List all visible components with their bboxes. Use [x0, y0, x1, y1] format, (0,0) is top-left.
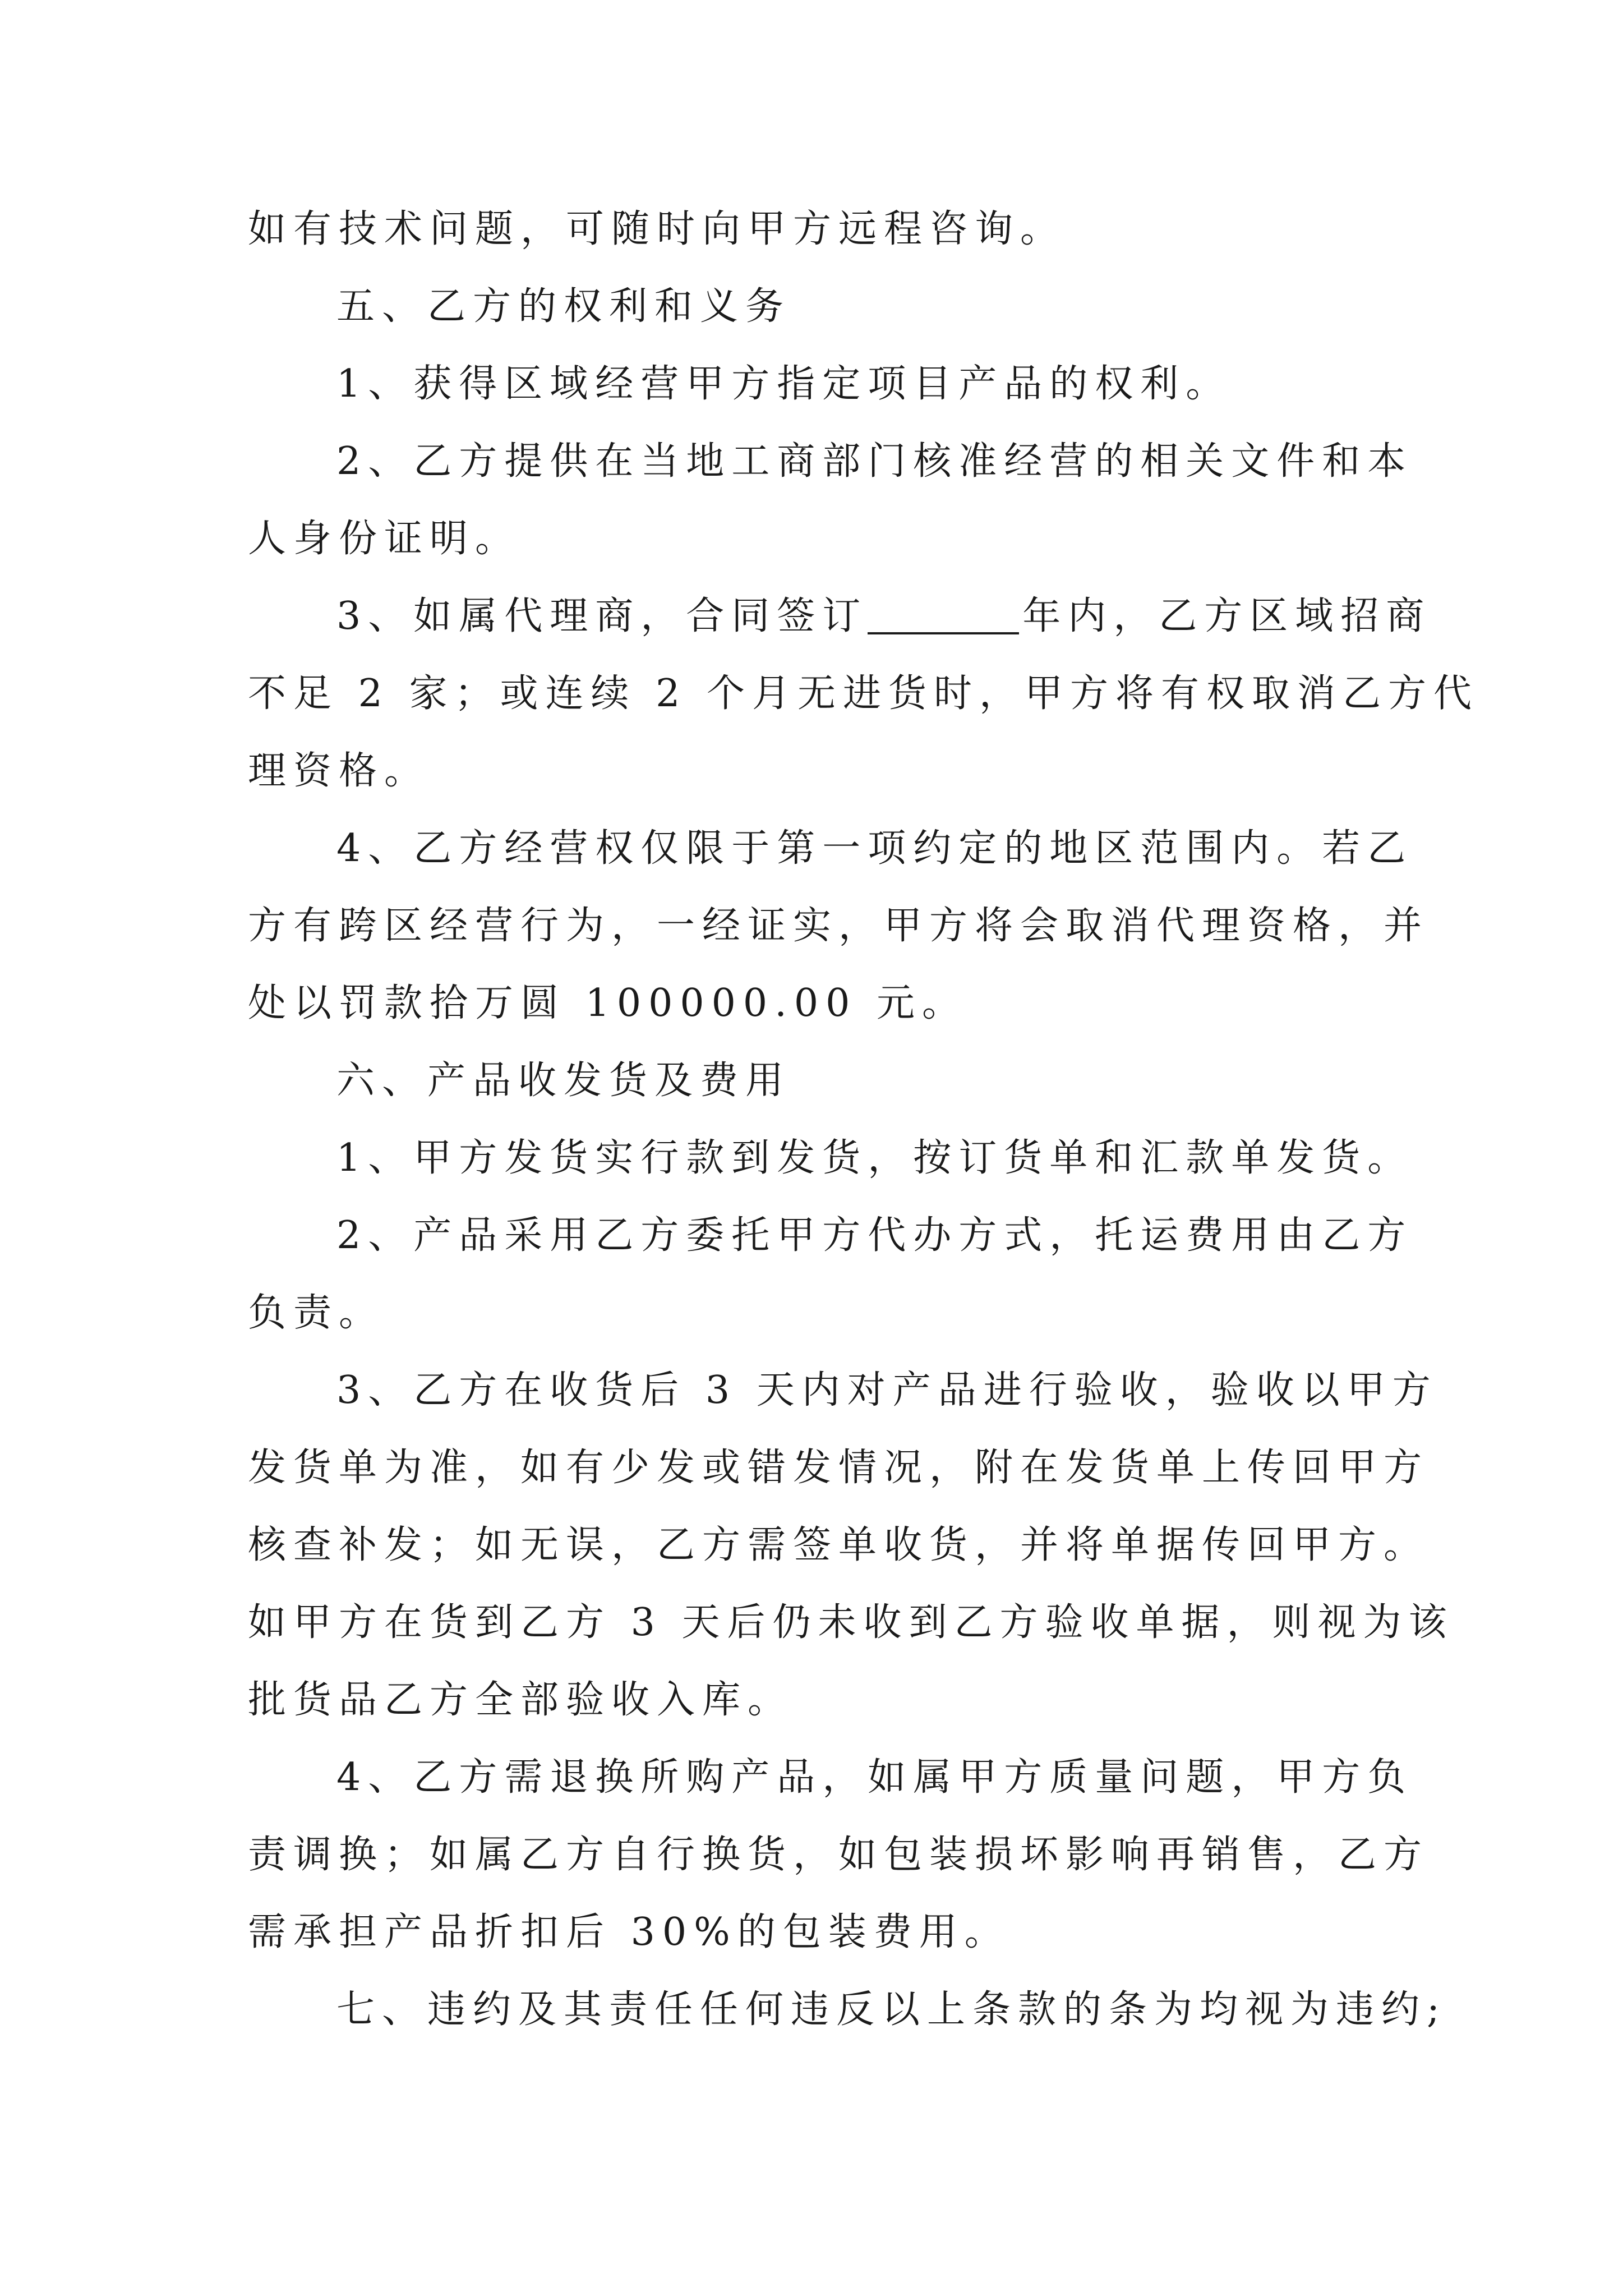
paragraph-line: 发货单为准，如有少发或错发情况，附在发货单上传回甲方	[248, 1446, 1430, 1490]
text-after-blank: 年内，乙方区域招商	[1022, 594, 1432, 638]
paragraph-line: 如有技术问题，可随时向甲方远程咨询。	[248, 207, 1066, 251]
paragraph-line: 3、乙方在收货后 3 天内对产品进行验收，验收以甲方	[336, 1368, 1438, 1412]
section-heading-six: 六、产品收发货及费用	[336, 1059, 791, 1103]
paragraph-line: 理资格。	[248, 749, 430, 793]
paragraph-line: 2、乙方提供在当地工商部门核准经营的相关文件和本	[336, 439, 1413, 484]
paragraph-line: 4、乙方经营权仅限于第一项约定的地区范围内。若乙	[336, 826, 1413, 871]
paragraph-line: 责调换；如属乙方自行换货，如包装损坏影响再销售，乙方	[248, 1833, 1430, 1877]
paragraph-line: 4、乙方需退换所购产品，如属甲方质量问题，甲方负	[336, 1755, 1413, 1800]
fill-in-blank	[868, 593, 1019, 634]
text-before-blank: 3、如属代理商，合同签订	[336, 594, 868, 638]
document-body	[248, 191, 1479, 2049]
paragraph-line: 如甲方在货到乙方 3 天后仍未收到乙方验收单据，则视为该	[248, 1600, 1454, 1645]
paragraph-line: 批货品乙方全部验收入库。	[248, 1678, 794, 1722]
paragraph-line: 人身份证明。	[248, 517, 521, 561]
section-heading-five: 五、乙方的权利和义务	[336, 284, 791, 329]
paragraph-line-with-blank	[248, 578, 1432, 655]
section-heading-seven: 七、违约及其责任任何违反以上条款的条为均视为违约;	[336, 1987, 1447, 2032]
paragraph-line: 核查补发；如无误，乙方需签单收货，并将单据传回甲方。	[248, 1523, 1430, 1567]
paragraph-line: 需承担产品折扣后 30%的包装费用。	[248, 1910, 1010, 1954]
paragraph-line: 处以罚款拾万圆 100000.00 元。	[248, 981, 967, 1025]
paragraph-line: 负责。	[248, 1291, 385, 1335]
paragraph-line: 2、产品采用乙方委托甲方代办方式，托运费用由乙方	[336, 1213, 1413, 1258]
paragraph-line: 1、甲方发货实行款到发货，按订货单和汇款单发货。	[336, 1136, 1413, 1180]
paragraph-line: 1、获得区域经营甲方指定项目产品的权利。	[336, 362, 1232, 406]
paragraph-line: 方有跨区经营行为，一经证实，甲方将会取消代理资格，并	[248, 904, 1430, 948]
paragraph-line: 不足 2 家；或连续 2 个月无进货时，甲方将有权取消乙方代	[248, 671, 1479, 716]
